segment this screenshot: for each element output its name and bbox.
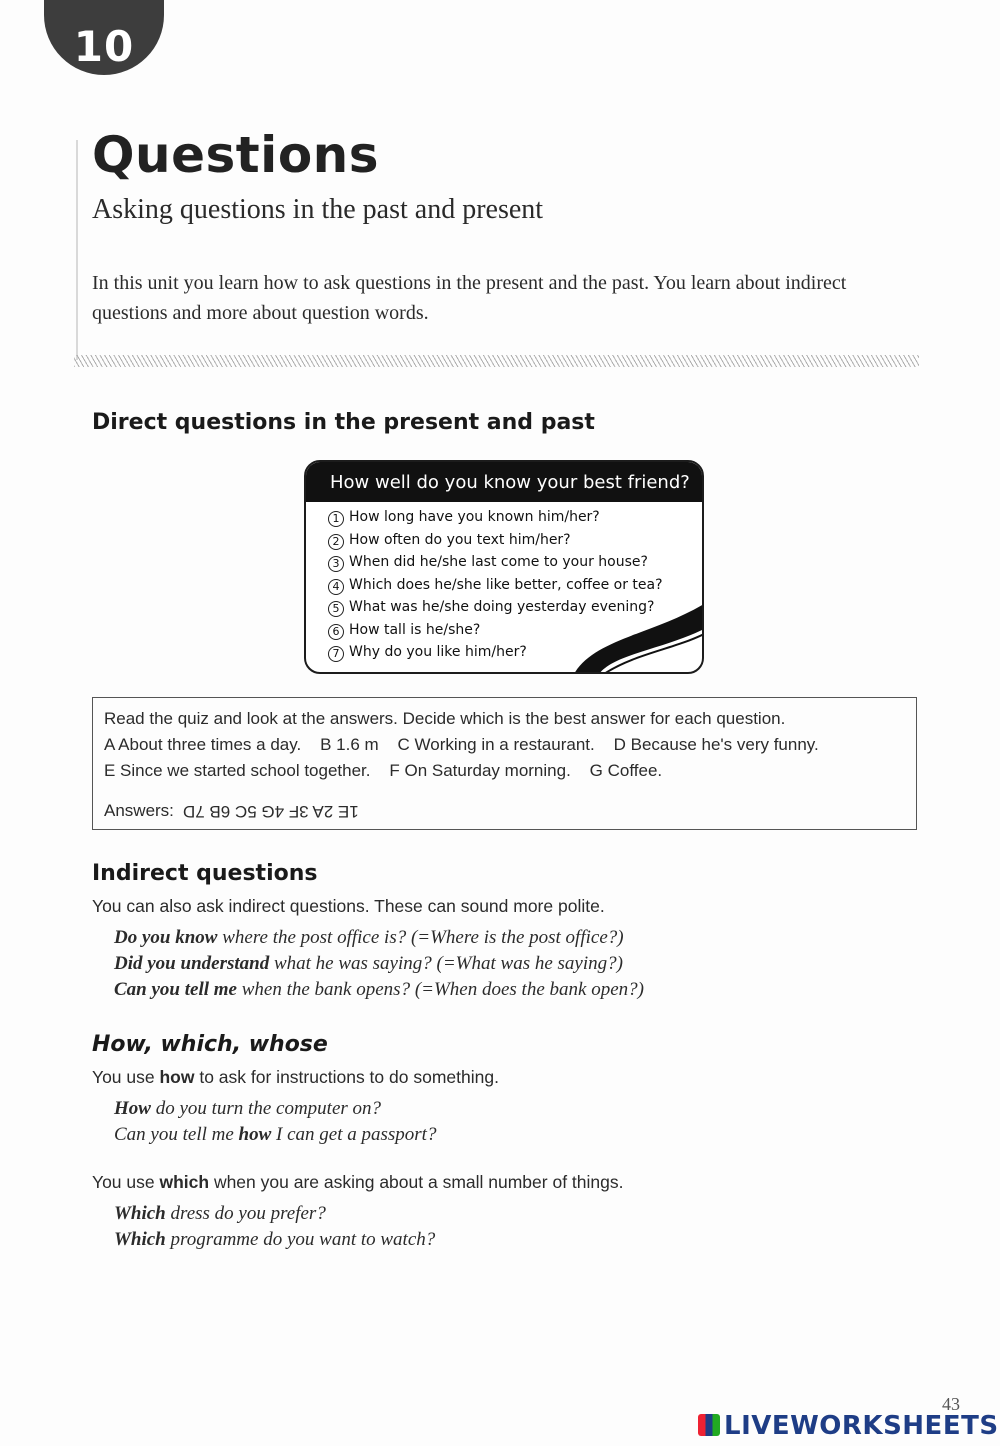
answer-options-line-1: A About three times a day. B 1.6 m C Working in a restaurant. D Because he's very funny. xyxy=(104,735,819,754)
quiz-card xyxy=(304,460,704,674)
quiz-question-text: How often do you text him/her? xyxy=(349,531,571,548)
example-rest: where the post office is? (=Where is the post office?) xyxy=(217,927,624,948)
quiz-question xyxy=(328,574,702,597)
example-bold: Which xyxy=(114,1203,166,1224)
number-circle-icon: 4 xyxy=(328,579,344,595)
example-sentence xyxy=(114,979,644,1001)
left-rule xyxy=(76,140,78,360)
hatched-divider xyxy=(74,355,919,367)
quiz-question-text: What was he/she doing yesterday evening? xyxy=(349,599,655,615)
page-title: Questions xyxy=(92,126,380,184)
example-sentence xyxy=(114,1229,435,1251)
example-sentence xyxy=(114,1124,436,1146)
answers-key-upside-down: 1E 2A 3F 4G 5C 6B 7D xyxy=(182,802,359,821)
example-rest: what he was saying? (=What was he saying?) xyxy=(269,953,623,974)
quiz-question xyxy=(328,529,702,552)
liveworksheets-logo-icon xyxy=(698,1414,720,1436)
quiz-title: How well do you know your best friend? xyxy=(306,462,702,502)
example-bold: how xyxy=(238,1124,272,1145)
number-circle-icon: 7 xyxy=(328,646,344,662)
quiz-question-text: Which does he/she like better, coffee or tea? xyxy=(349,576,663,593)
number-circle-icon: 3 xyxy=(328,556,344,572)
text-part: You use xyxy=(92,1172,160,1192)
quiz-question-text: How tall is he/she? xyxy=(349,621,481,638)
indirect-questions-heading: Indirect questions xyxy=(92,861,318,886)
number-circle-icon: 5 xyxy=(328,601,344,617)
example-bold: Do you know xyxy=(114,927,218,948)
indirect-intro-text: You can also ask indirect questions. These can sound more polite. xyxy=(92,896,605,916)
which-usage-text xyxy=(92,1172,623,1193)
example-sentence xyxy=(114,1203,326,1225)
example-rest: I can get a passport? xyxy=(271,1124,437,1145)
keyword-how: how xyxy=(159,1067,195,1087)
example-bold: How xyxy=(114,1098,151,1119)
how-usage-text xyxy=(92,1067,499,1088)
example-bold: Which xyxy=(114,1229,166,1250)
decorative-swoosh-icon xyxy=(564,594,704,674)
answers-line xyxy=(104,798,906,824)
keyword-which: which xyxy=(159,1172,210,1192)
number-circle-icon: 1 xyxy=(328,511,344,527)
example-sentence xyxy=(114,927,624,949)
task-box xyxy=(92,697,917,830)
answers-label: Answers: xyxy=(104,801,174,820)
quiz-question xyxy=(328,506,702,529)
text-part: when you are asking about a small number of things. xyxy=(209,1172,624,1192)
quiz-question-text: When did he/she last come to your house? xyxy=(349,554,648,570)
example-bold: Can you tell me xyxy=(114,979,237,1000)
example-rest: Can you tell me xyxy=(114,1124,239,1145)
quiz-question-text: How long have you known him/her? xyxy=(349,509,600,525)
quiz-question xyxy=(328,551,702,574)
intro-paragraph: In this unit you learn how to ask questions in the present and the past. You learn about indirect questions and more about question words. xyxy=(92,272,847,324)
example-rest: when the bank opens? (=When does the bank open?) xyxy=(236,979,644,1000)
text-part: You use xyxy=(92,1067,160,1087)
task-instruction: Read the quiz and look at the answers. Decide which is the best answer for each question. xyxy=(104,709,786,728)
page-number: 43 xyxy=(942,1394,960,1414)
example-sentence xyxy=(114,1098,381,1120)
page-subtitle: Asking questions in the past and present xyxy=(92,194,544,225)
quiz-question-text: Why do you like him/her? xyxy=(349,644,527,660)
number-circle-icon: 2 xyxy=(328,534,344,550)
liveworksheets-logo[interactable] xyxy=(698,1411,999,1441)
text-part: to ask for instructions to do something. xyxy=(194,1067,499,1087)
example-bold: Did you understand xyxy=(114,953,270,974)
example-rest: programme do you want to watch? xyxy=(165,1229,436,1250)
answer-options-line-2: E Since we started school together. F On Saturday morning. G Coffee. xyxy=(104,761,663,780)
watermark-text: LIVEWORKSHEETS xyxy=(724,1411,999,1441)
unit-number: 10 xyxy=(73,22,135,71)
how-which-whose-heading: How, which, whose xyxy=(92,1032,328,1057)
example-rest: do you turn the computer on? xyxy=(150,1098,382,1119)
example-rest: dress do you prefer? xyxy=(165,1203,326,1224)
example-sentence xyxy=(114,953,623,975)
number-circle-icon: 6 xyxy=(328,624,344,640)
direct-questions-heading: Direct questions in the present and past xyxy=(92,410,595,435)
